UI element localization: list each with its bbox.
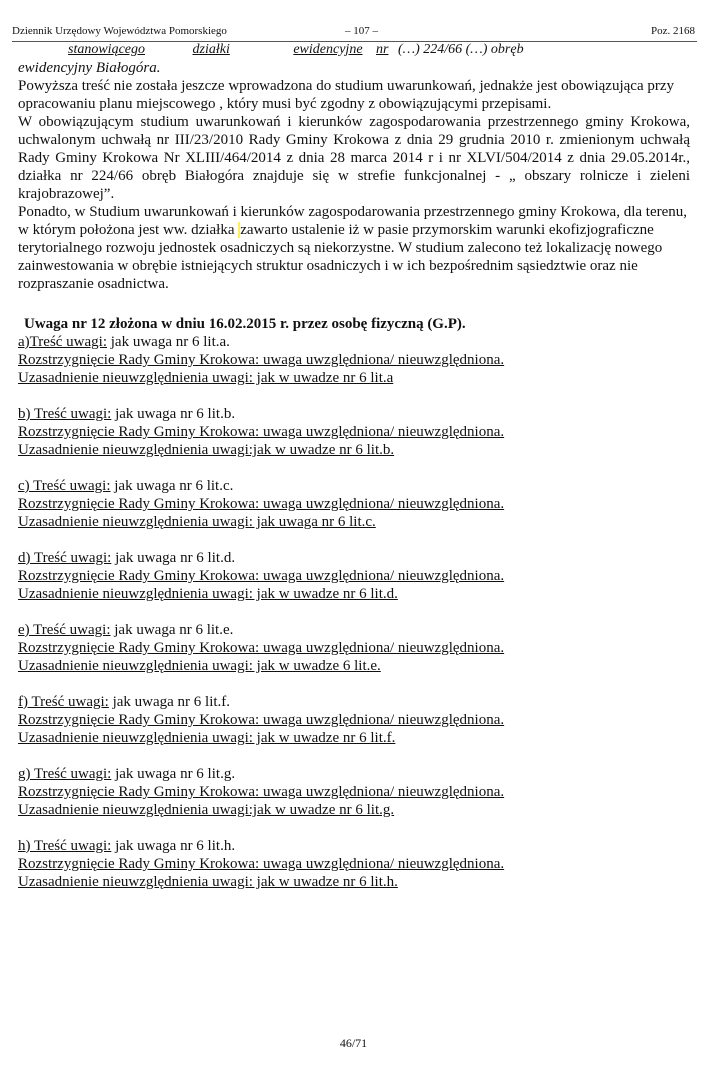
remark-item-a bbox=[18, 333, 690, 387]
item-decision: Rozstrzygnięcie Rady Gminy Krokowa: uwaga uwzględniona/ nieuwzględniona. bbox=[18, 640, 505, 656]
item-label: c) Treść uwagi: bbox=[18, 478, 111, 494]
item-content bbox=[18, 765, 690, 783]
item-label: g) Treść uwagi: bbox=[18, 766, 112, 782]
item-decision: Rozstrzygnięcie Rady Gminy Krokowa: uwaga uwzględniona/ nieuwzględniona. bbox=[18, 856, 505, 872]
item-text: jak uwaga nr 6 lit.g. bbox=[111, 766, 236, 782]
item-justification: Uzasadnienie nieuwzględnienia uwagi: jak uwaga nr 6 lit.c. bbox=[18, 514, 376, 530]
item-justification: Uzasadnienie nieuwzględnienia uwagi:jak w uwadze nr 6 lit.b. bbox=[18, 442, 395, 458]
item-text: jak uwaga nr 6 lit.h. bbox=[111, 838, 236, 854]
cut-word-1: stanowiącego bbox=[68, 42, 145, 57]
item-content bbox=[18, 693, 690, 711]
item-content bbox=[18, 333, 690, 351]
item-text: jak uwaga nr 6 lit.b. bbox=[111, 406, 236, 422]
cut-off-line bbox=[18, 42, 524, 58]
remark-heading: Uwaga nr 12 złożona w dniu 16.02.2015 r. przez osobę fizyczną (G.P). bbox=[24, 316, 466, 332]
paragraph-0: ewidencyjny Białogóra. bbox=[18, 60, 161, 76]
item-text: jak uwaga nr 6 lit.e. bbox=[110, 622, 234, 638]
item-decision: Rozstrzygnięcie Rady Gminy Krokowa: uwaga uwzględniona/ nieuwzględniona. bbox=[18, 496, 505, 512]
page-header bbox=[12, 25, 697, 42]
item-text: jak uwaga nr 6 lit.a. bbox=[107, 334, 230, 350]
remark-item-b bbox=[18, 405, 690, 459]
item-justification: Uzasadnienie nieuwzględnienia uwagi: jak w uwadze 6 lit.e. bbox=[18, 658, 381, 674]
item-text: jak uwaga nr 6 lit.d. bbox=[111, 550, 236, 566]
item-content bbox=[18, 477, 690, 495]
cut-word-2: działki bbox=[192, 42, 230, 57]
item-label: b) Treść uwagi: bbox=[18, 406, 112, 422]
item-content bbox=[18, 549, 690, 567]
position-number: Poz. 2168 bbox=[651, 25, 695, 37]
item-label: d) Treść uwagi: bbox=[18, 550, 112, 566]
item-label: h) Treść uwagi: bbox=[18, 838, 112, 854]
page-number: – 107 – bbox=[345, 25, 378, 37]
remark-item-c bbox=[18, 477, 690, 531]
paragraph-1: Powyższa treść nie została jeszcze wprowadzona do studium uwarunkowań, jednakże jest obowiązująca przy opracowaniu planu miejscowego , który musi być zgodny z obowiązującymi przepisami. bbox=[18, 78, 675, 112]
cut-word-rest: (…) 224/66 (…) obręb bbox=[397, 42, 524, 57]
item-justification: Uzasadnienie nieuwzględnienia uwagi:jak w uwadze nr 6 lit.g. bbox=[18, 802, 395, 818]
remark-item-f bbox=[18, 693, 690, 747]
item-text: jak uwaga nr 6 lit.f. bbox=[108, 694, 231, 710]
document-body bbox=[18, 59, 690, 891]
paragraph-3-part-a: Ponadto, w Studium uwarunkowań i kierunków zagospodarowania przestrzennego gminy Krokowa, dla terenu, w którym położona jest ww. działka bbox=[18, 204, 688, 238]
paragraph-3 bbox=[18, 203, 690, 293]
item-decision: Rozstrzygnięcie Rady Gminy Krokowa: uwaga uwzględniona/ nieuwzględniona. bbox=[18, 424, 505, 440]
item-decision: Rozstrzygnięcie Rady Gminy Krokowa: uwaga uwzględniona/ nieuwzględniona. bbox=[18, 352, 505, 368]
remark-item-h bbox=[18, 837, 690, 891]
remark-items bbox=[18, 333, 690, 891]
item-justification: Uzasadnienie nieuwzględnienia uwagi: jak w uwadze nr 6 lit.f. bbox=[18, 730, 396, 746]
paragraph-3-part-b: zawarto ustalenie iż w pasie przymorskim warunki ekofizjograficzne terytorialnego rozwoju jednostek osadniczych są niekorzystne. W studium zalecono też lokalizację nowego zainwestowania w obrębie istniejących struktur osadniczych i w ich bezpośrednim sąsiedztwie oraz nie rozpraszanie osadnictwa. bbox=[18, 222, 663, 292]
item-label: f) Treść uwagi: bbox=[18, 694, 109, 710]
item-content bbox=[18, 621, 690, 639]
paragraph-2: W obowiązującym studium uwarunkowań i kierunków zagospodarowania przestrzennego gminy Krokowa, uchwalonym uchwałą nr III/23/2010 Rady Gminy Krokowa z dnia 29 grudnia 2010 r. zmienionym uchwałą Rady Gminy Krokowa Nr XLIII/464/2014 z dnia 28 marca 2014 r i nr XLVI/504/2014 z dnia 29.05.2014r., działka nr 224/66 obręb Białogóra znajduje się w strefie funkcjonalnej - „ obszary rolnicze i zieleni krajobrazowej”. bbox=[18, 114, 690, 202]
item-content bbox=[18, 405, 690, 423]
cut-word-4: nr bbox=[376, 42, 389, 57]
item-label: e) Treść uwagi: bbox=[18, 622, 111, 638]
remark-item-d bbox=[18, 549, 690, 603]
item-decision: Rozstrzygnięcie Rady Gminy Krokowa: uwaga uwzględniona/ nieuwzględniona. bbox=[18, 568, 505, 584]
remark-item-g bbox=[18, 765, 690, 819]
cut-word-3: ewidencyjne bbox=[293, 42, 363, 57]
item-justification: Uzasadnienie nieuwzględnienia uwagi: jak w uwadze nr 6 lit.d. bbox=[18, 586, 398, 602]
item-justification: Uzasadnienie nieuwzględnienia uwagi: jak w uwadze nr 6 lit.h. bbox=[18, 874, 398, 890]
journal-title: Dziennik Urzędowy Województwa Pomorskiego bbox=[12, 25, 227, 37]
item-decision: Rozstrzygnięcie Rady Gminy Krokowa: uwaga uwzględniona/ nieuwzględniona. bbox=[18, 784, 505, 800]
item-label: a)Treść uwagi: bbox=[18, 334, 108, 350]
item-justification: Uzasadnienie nieuwzględnienia uwagi: jak w uwadze nr 6 lit.a bbox=[18, 370, 394, 386]
remark-item-e bbox=[18, 621, 690, 675]
item-content bbox=[18, 837, 690, 855]
item-text: jak uwaga nr 6 lit.c. bbox=[110, 478, 234, 494]
item-decision: Rozstrzygnięcie Rady Gminy Krokowa: uwaga uwzględniona/ nieuwzględniona. bbox=[18, 712, 505, 728]
page-footer: 46/71 bbox=[339, 1036, 368, 1050]
